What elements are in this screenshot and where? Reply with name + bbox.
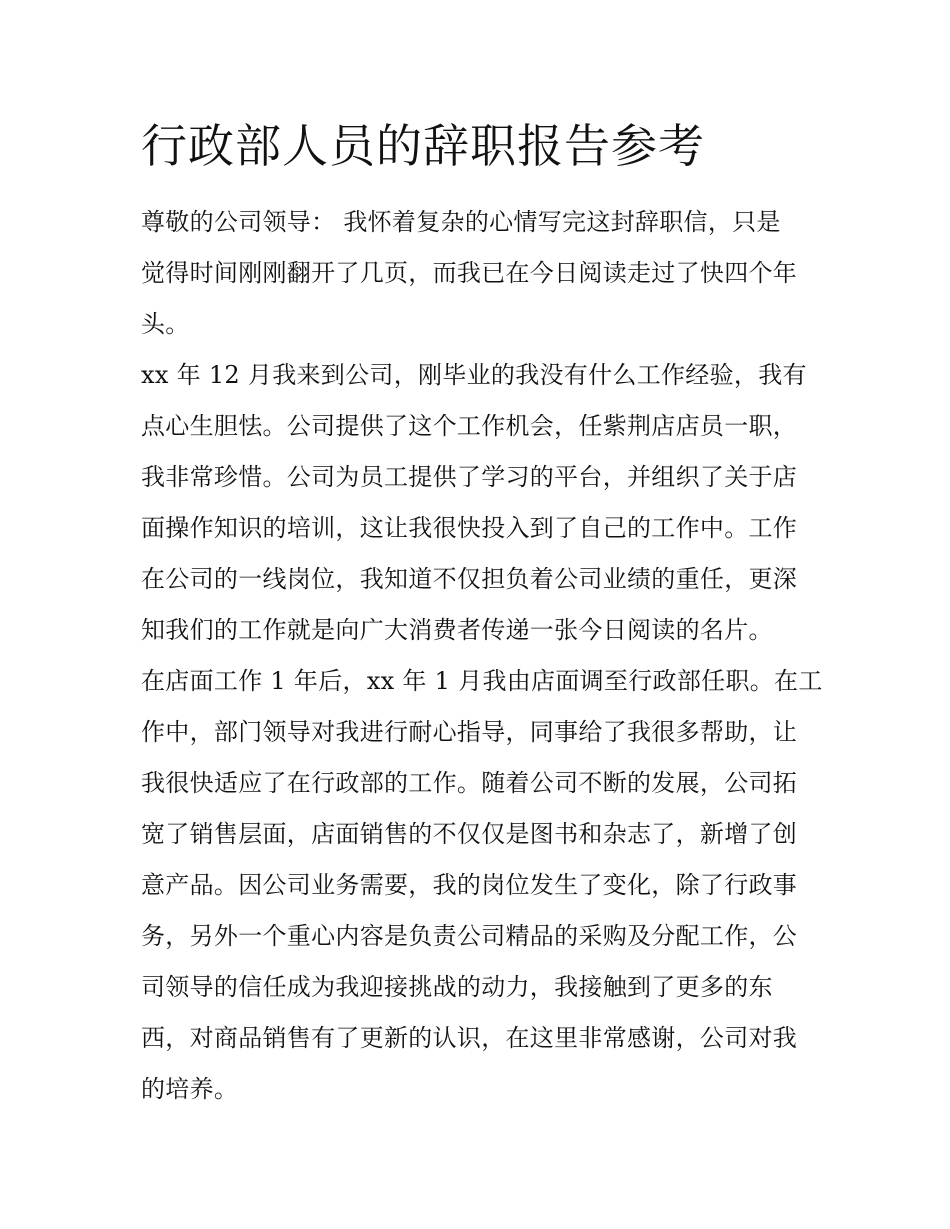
body-line: 在店面工作 1 年后，xx 年 1 月我由店面调至行政部任职。在工 [141, 667, 823, 695]
body-line: 意产品。因公司业务需要，我的岗位发生了变化，除了行政事 [141, 871, 798, 899]
body-line: 宽了销售层面，店面销售的不仅仅是图书和杂志了，新增了创 [141, 820, 798, 848]
document-body [141, 197, 821, 1115]
body-line: 面操作知识的培训，这让我很快投入到了自己的工作中。工作 [141, 514, 798, 542]
body-line: 的培养。 [141, 1075, 239, 1103]
body-line: xx 年 12 月我来到公司，刚毕业的我没有什么工作经验，我有 [141, 361, 807, 389]
body-line: 我很快适应了在行政部的工作。随着公司不断的发展，公司拓 [141, 769, 798, 797]
body-line: 作中，部门领导对我进行耐心指导，同事给了我很多帮助，让 [141, 718, 798, 746]
body-line: 知我们的工作就是向广大消费者传递一张今日阅读的名片。 [141, 616, 773, 644]
document-title: 行政部人员的辞职报告参考 [141, 119, 705, 173]
body-line: 司领导的信任成为我迎接挑战的动力，我接触到了更多的东 [141, 973, 773, 1001]
body-line: 头。 [141, 310, 190, 338]
body-line: 觉得时间刚刚翻开了几页，而我已在今日阅读走过了快四个年 [141, 259, 798, 287]
body-line: 我非常珍惜。公司为员工提供了学习的平台，并组织了关于店 [141, 463, 798, 491]
body-line: 点心生胆怯。公司提供了这个工作机会，任紫荆店店员一职， [141, 412, 798, 440]
body-line: 务，另外一个重心内容是负责公司精品的采购及分配工作，公 [141, 922, 798, 950]
body-line: 在公司的一线岗位，我知道不仅担负着公司业绩的重任，更深 [141, 565, 798, 593]
body-line: 西，对商品销售有了更新的认识，在这里非常感谢，公司对我 [141, 1024, 798, 1052]
body-line: 尊敬的公司领导： 我怀着复杂的心情写完这封辞职信，只是 [141, 208, 781, 236]
